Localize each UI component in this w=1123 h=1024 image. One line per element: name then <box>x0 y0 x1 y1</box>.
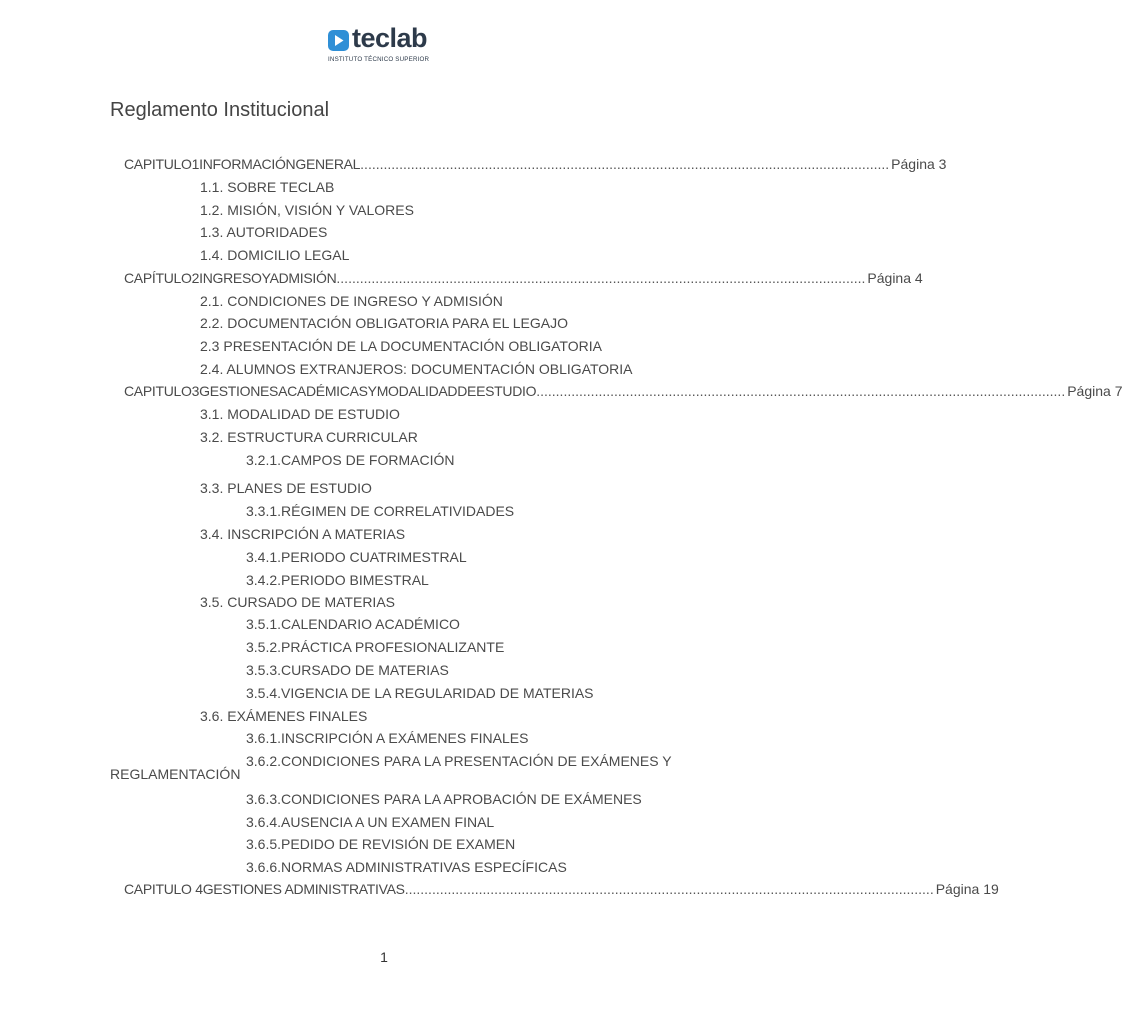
toc-item-2-1[interactable]: 2.1. CONDICIONES DE INGRESO Y ADMISIÓN <box>200 293 503 309</box>
toc-item-1-3[interactable]: 1.3. AUTORIDADES <box>200 224 328 240</box>
toc-item-1-2[interactable]: 1.2. MISIÓN, VISIÓN Y VALORES <box>200 202 414 218</box>
chapter-label: CAPITULO1INFORMACIÓNGENERAL <box>124 156 361 172</box>
logo-wordmark: teclab <box>352 23 428 53</box>
page-number: 1 <box>380 949 388 965</box>
toc-chapter-2[interactable] <box>124 270 923 286</box>
toc-item-3-5-2[interactable]: 3.5.2.PRÁCTICA PROFESIONALIZANTE <box>246 639 505 655</box>
dot-leader: ........................................................................................................................................ <box>360 156 890 172</box>
toc-item-2-2[interactable]: 2.2. DOCUMENTACIÓN OBLIGATORIA PARA EL LEGAJO <box>200 315 568 331</box>
toc-item-3-6-6[interactable]: 3.6.6.NORMAS ADMINISTRATIVAS ESPECÍFICAS <box>246 859 567 875</box>
page-reference: Página 19 <box>935 881 999 897</box>
toc-item-3-6-4[interactable]: 3.6.4.AUSENCIA A UN EXAMEN FINAL <box>246 814 495 830</box>
toc-item-3-2[interactable]: 3.2. ESTRUCTURA CURRICULAR <box>200 429 418 445</box>
page-reference: Página 4 <box>867 270 923 286</box>
chapter-label: CAPITULO3GESTIONESACADÉMICASYMODALIDADDEESTUDIO <box>124 383 537 399</box>
toc-item-3-6-2[interactable]: 3.6.2.CONDICIONES PARA LA PRESENTACIÓN DE EXÁMENES Y <box>246 753 672 769</box>
toc-chapter-1[interactable] <box>124 156 947 172</box>
page-reference: Página 3 <box>891 156 947 172</box>
toc-item-3-1[interactable]: 3.1. MODALIDAD DE ESTUDIO <box>200 406 400 422</box>
toc-item-3-6-1[interactable]: 3.6.1.INSCRIPCIÓN A EXÁMENES FINALES <box>246 730 529 746</box>
toc-item-3-5-1[interactable]: 3.5.1.CALENDARIO ACADÉMICO <box>246 616 460 632</box>
teclab-logo <box>328 23 443 66</box>
toc-item-2-4[interactable]: 2.4. ALUMNOS EXTRANJEROS: DOCUMENTACIÓN OBLIGATORIA <box>200 361 633 377</box>
toc-chapter-4[interactable] <box>124 881 999 897</box>
toc-item-1-4[interactable]: 1.4. DOMICILIO LEGAL <box>200 247 350 263</box>
toc-item-3-4-2[interactable]: 3.4.2.PERIODO BIMESTRAL <box>246 572 429 588</box>
chapter-label: CAPÍTULO2INGRESOYADMISIÓN <box>124 270 337 286</box>
toc-item-3-4[interactable]: 3.4. INSCRIPCIÓN A MATERIAS <box>200 526 406 542</box>
chapter-label: CAPITULO 4GESTIONES ADMINISTRATIVAS <box>124 881 405 897</box>
toc-item-3-6[interactable]: 3.6. EXÁMENES FINALES <box>200 708 368 724</box>
toc-item-3-2-1[interactable]: 3.2.1.CAMPOS DE FORMACIÓN <box>246 452 455 468</box>
toc-item-3-5-3[interactable]: 3.5.3.CURSADO DE MATERIAS <box>246 662 449 678</box>
logo-subtitle: INSTITUTO TÉCNICO SUPERIOR <box>328 56 430 63</box>
dot-leader: ........................................................................................................................................ <box>536 383 1066 399</box>
toc-item-3-6-2-continuation: REGLAMENTACIÓN <box>110 766 241 782</box>
toc-item-2-3[interactable]: 2.3 PRESENTACIÓN DE LA DOCUMENTACIÓN OBLIGATORIA <box>200 338 602 354</box>
toc-item-1-1[interactable]: 1.1. SOBRE TECLAB <box>200 179 335 195</box>
page-reference: Página 7 <box>1067 383 1123 399</box>
toc-item-3-6-5[interactable]: 3.6.5.PEDIDO DE REVISIÓN DE EXAMEN <box>246 836 516 852</box>
toc-item-3-3-1[interactable]: 3.3.1.RÉGIMEN DE CORRELATIVIDADES <box>246 503 515 519</box>
toc-item-3-4-1[interactable]: 3.4.1.PERIODO CUATRIMESTRAL <box>246 549 467 565</box>
toc-item-3-5[interactable]: 3.5. CURSADO DE MATERIAS <box>200 594 396 610</box>
dot-leader: ........................................................................................................................................ <box>404 881 934 897</box>
toc-chapter-3[interactable] <box>124 383 1123 399</box>
toc-item-3-6-3[interactable]: 3.6.3.CONDICIONES PARA LA APROBACIÓN DE EXÁMENES <box>246 791 642 807</box>
toc-item-3-5-4[interactable]: 3.5.4.VIGENCIA DE LA REGULARIDAD DE MATERIAS <box>246 685 594 701</box>
play-icon <box>328 30 349 51</box>
document-title: Reglamento Institucional <box>110 99 330 121</box>
dot-leader: ........................................................................................................................................ <box>336 270 866 286</box>
toc-item-3-3[interactable]: 3.3. PLANES DE ESTUDIO <box>200 480 372 496</box>
